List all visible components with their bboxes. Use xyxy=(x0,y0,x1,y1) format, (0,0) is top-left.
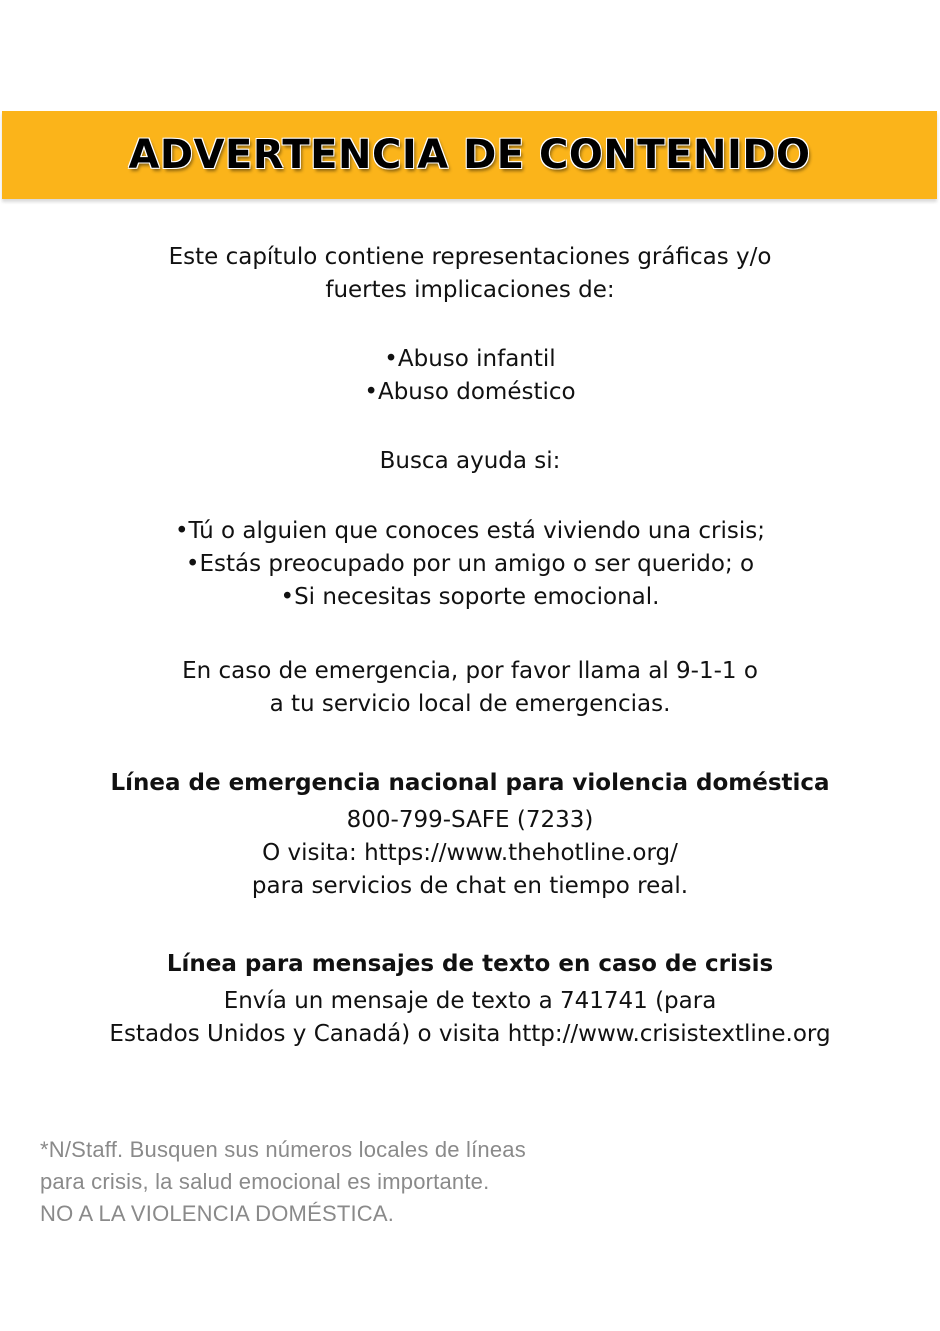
hotline-url: O visita: https://www.thehotline.org/ xyxy=(262,840,678,866)
hotline-title: Línea de emergencia nacional para violencia doméstica xyxy=(110,770,830,796)
staff-note-line: para crisis, la salud emocional es importante. xyxy=(40,1169,490,1194)
topic-item: •Abuso infantil xyxy=(384,346,556,372)
warning-banner xyxy=(2,111,937,199)
hotline-phone: 800-799-SAFE (7233) xyxy=(346,807,594,833)
textline-info: Envía un mensaje de texto a 741741 (para xyxy=(223,988,717,1014)
intro-line: Este capítulo contiene representaciones gráficas y/o xyxy=(168,244,772,270)
help-item: •Estás preocupado por un amigo o ser querido; o xyxy=(185,551,755,577)
emergency-line: En caso de emergencia, por favor llama al 9-1-1 o xyxy=(182,658,758,684)
staff-note xyxy=(40,1134,526,1230)
topic-item: •Abuso doméstico xyxy=(364,379,576,405)
help-item: •Tú o alguien que conoces está viviendo una crisis; xyxy=(174,518,765,544)
emergency-line: a tu servicio local de emergencias. xyxy=(269,691,671,717)
help-heading: Busca ayuda si: xyxy=(379,448,561,474)
textline-title: Línea para mensajes de texto en caso de crisis xyxy=(166,951,774,977)
staff-note-line: *N/Staff. Busquen sus números locales de líneas xyxy=(40,1137,526,1162)
textline-info: Estados Unidos y Canadá) o visita http://www.crisistextline.org xyxy=(109,1021,831,1047)
staff-note-line: NO A LA VIOLENCIA DOMÉSTICA. xyxy=(40,1201,395,1226)
intro-line: fuertes implicaciones de: xyxy=(325,277,615,303)
help-item: •Si necesitas soporte emocional. xyxy=(280,584,660,610)
hotline-info: para servicios de chat en tiempo real. xyxy=(251,873,689,899)
banner-title: ADVERTENCIA DE CONTENIDO xyxy=(128,132,811,178)
